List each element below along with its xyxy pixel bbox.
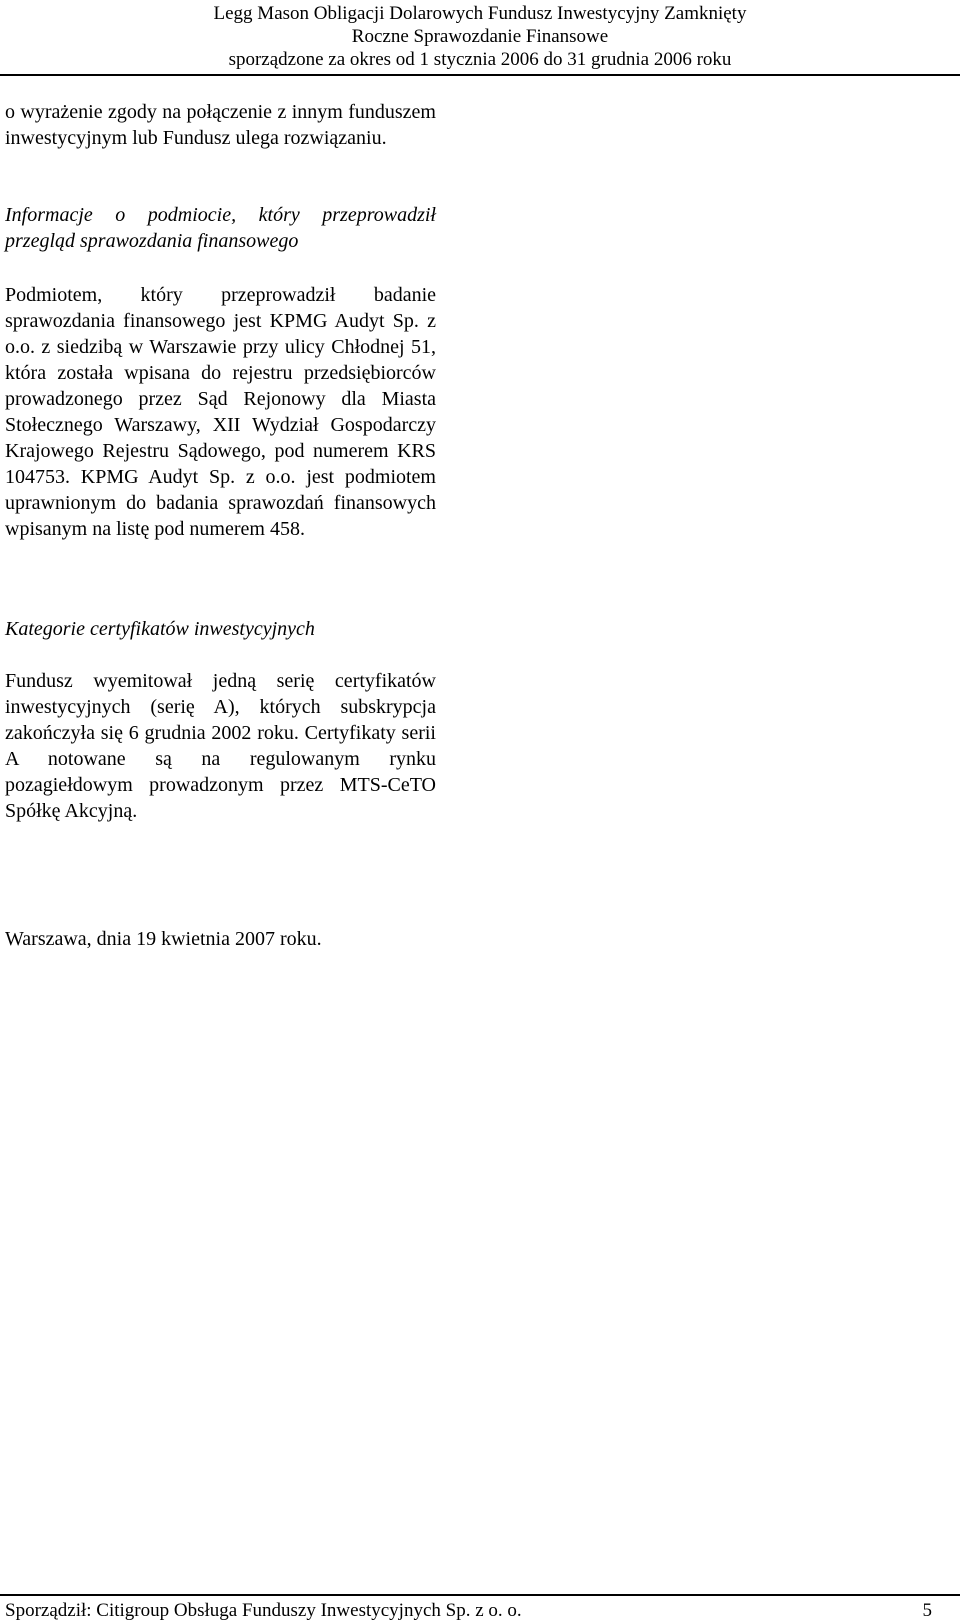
- certificates-section-heading: [5, 616, 436, 642]
- continuation-text: o wyrażenie zgody na połączenie z innym funduszem inwestycyjnym lub Fundusz ulega rozwiązaniu.: [5, 101, 436, 149]
- certificates-heading-text: Kategorie certyfikatów inwestycyjnych: [5, 618, 315, 640]
- auditor-text: Podmiotem, który przeprowadził badanie sprawozdania finansowego jest KPMG Audyt Sp. z o.o. z siedzibą w Warszawie przy ulicy Chłodnej 51, która została wpisana do rejestru przedsiębiorców prowadzonego przez Sąd Rejonowy dla Miasta Stołecznego Warszawy, XII Wydział Gospodarczy Krajowego Rejestru Sądowego, pod numerem KRS 104753. KPMG Audyt Sp. z o.o. jest podmiotem uprawnionym do badania sprawozdań finansowych wpisanym na listę pod numerem 458.: [5, 284, 436, 540]
- place-and-date: [5, 926, 436, 952]
- header-fund-name: Legg Mason Obligacji Dolarowych Fundusz Inwestycyjny Zamknięty: [213, 3, 747, 24]
- continuation-paragraph: [5, 99, 436, 151]
- place-date-text: Warszawa, dnia 19 kwietnia 2007 roku.: [5, 928, 322, 950]
- page-header: [170, 2, 790, 71]
- auditor-heading-text: Informacje o podmiocie, który przeprowadził przegląd sprawozdania finansowego: [5, 204, 436, 252]
- header-period: sporządzone za okres od 1 stycznia 2006 do 31 grudnia 2006 roku: [228, 49, 732, 70]
- auditor-section-heading: [5, 202, 436, 254]
- certificates-paragraph: [5, 668, 436, 824]
- certificates-text: Fundusz wyemitował jedną serię certyfikatów inwestycyjnych (serię A), których subskrypcja zakończyła się 6 grudnia 2002 roku. Certyfikaty serii A notowane są na regulowanym rynku pozagiełdowym prowadzonym przez MTS-CeTO Spółkę Akcyjną.: [5, 670, 436, 822]
- page-number: 5: [922, 1600, 932, 1621]
- auditor-paragraph: [5, 282, 436, 542]
- header-divider: [0, 74, 960, 76]
- footer-divider: [0, 1594, 960, 1596]
- header-report-title: Roczne Sprawozdanie Finansowe: [351, 26, 609, 47]
- footer-prepared-by: Sporządził: Citigroup Obsługa Funduszy Inwestycyjnych Sp. z o. o.: [5, 1600, 522, 1621]
